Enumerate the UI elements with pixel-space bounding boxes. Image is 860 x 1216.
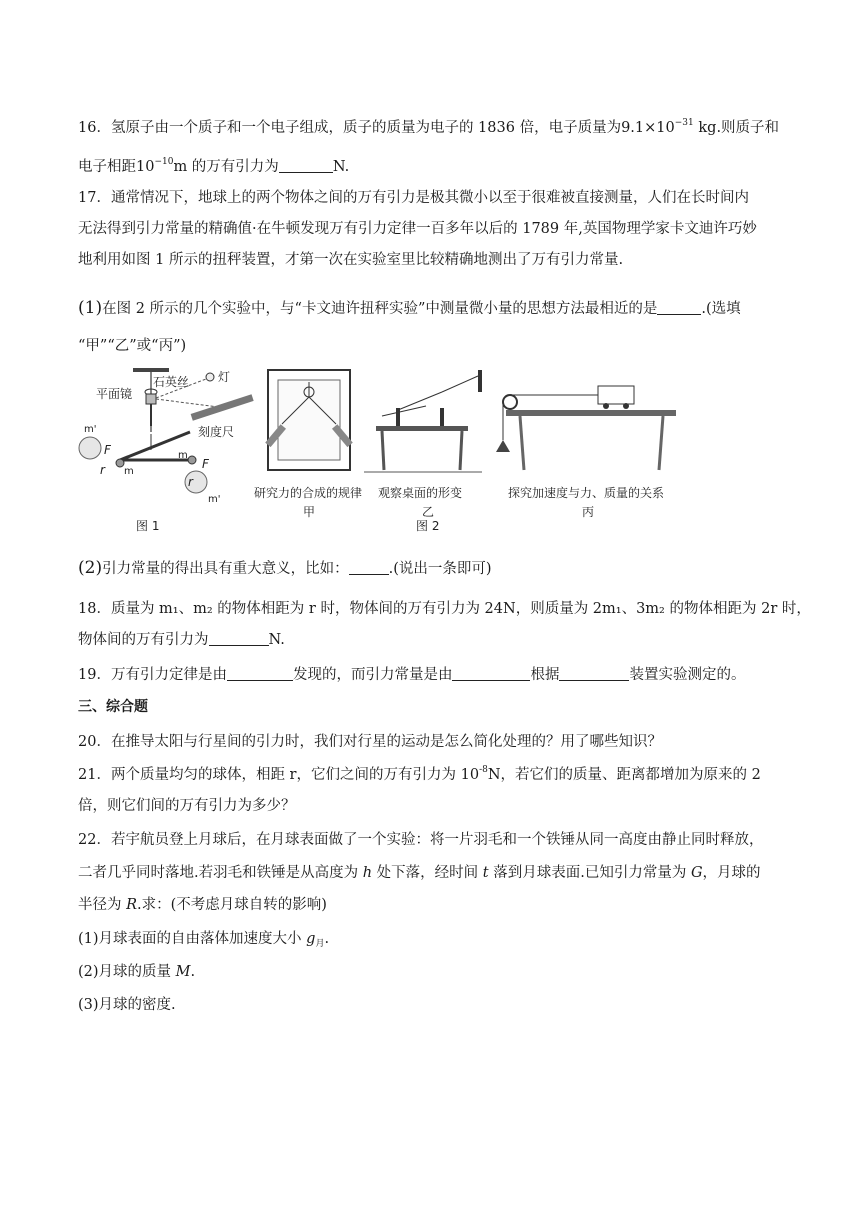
- q18-line1: 18．质量为 m₁、m₂ 的物体相距为 r 时，物体间的万有引力为 24N，则质量为 2m₁、3m₂ 的物体相距为 2r 时，: [78, 601, 811, 617]
- scale-ruler: [191, 394, 254, 420]
- label-quartz: 石英丝: [153, 375, 190, 389]
- label-F-left: F: [104, 443, 111, 457]
- q22-line3: 半径为 R.求：(不考虑月球自转的影响): [78, 897, 327, 913]
- bing-caption: 探究加速度与力、质量的关系: [508, 486, 665, 500]
- electron-mass: $9.1\times 10^{-31}$ kg: [621, 118, 717, 136]
- answer-blank[interactable]: [657, 299, 701, 315]
- label-r-right: r: [188, 475, 193, 489]
- label-m-left: m: [124, 466, 134, 477]
- q17-sub2: (2)引力常量的得出具有重大意义，比如： .(说出一条即可): [78, 558, 492, 578]
- label-m-prime-right: m': [208, 494, 221, 505]
- q17-line1: 17．通常情况下，地球上的两个物体之间的万有引力是极其微小以至于很难被直接测量，人们在长时间内: [78, 190, 749, 206]
- section-heading: 三、综合题: [78, 699, 148, 715]
- answer-blank[interactable]: [279, 157, 333, 173]
- q16-line2: 电子相距$10^{-10}m$ 的万有引力为 N.: [78, 157, 350, 175]
- figure-1-caption: 图 1: [136, 519, 160, 533]
- hanging-weight: [496, 440, 510, 452]
- q22-sub3: (3)月球的密度.: [78, 997, 176, 1013]
- distance-value: $10^{-10}m$: [136, 157, 188, 175]
- figure-1-torsion-balance: [79, 368, 254, 533]
- label-mirror: 平面镜: [96, 387, 133, 401]
- yi-tag: 乙: [422, 505, 435, 519]
- label-lamp: 灯: [218, 370, 231, 384]
- figure-2-caption: 图 2: [416, 519, 440, 533]
- figure-bing-acceleration: [496, 386, 676, 519]
- q22-line2: 二者几乎同时落地.若羽毛和铁锤是从高度为 h 处下落，经时间 t 落到月球表面.已知引力常量为 G，月球的: [78, 865, 761, 881]
- q17-sub1-options: “甲”“乙”或“丙”): [78, 338, 187, 354]
- q22-line1: 22．若宇航员登上月球后，在月球表面做了一个实验：将一片羽毛和一个铁锤从同一高度由静止同时释放，: [78, 832, 764, 848]
- answer-blank[interactable]: [209, 630, 269, 646]
- label-m-right: m: [178, 450, 188, 461]
- q16-line1: 16．氢原子由一个质子和一个电子组成，质子的质量为电子的 1836 倍，电子质量为$9.1\times 10^{-31}$ kg.则质子和: [78, 118, 780, 136]
- jia-tag: 甲: [303, 505, 316, 519]
- q21-line1: 21．两个质量均匀的球体，相距 r，它们之间的万有引力为 $10^{-8}N$，若它们的质量、距离都增加为原来的 2: [78, 765, 761, 783]
- small-sphere-right: [188, 456, 196, 464]
- figure-yi-table-deformation: [364, 370, 482, 533]
- answer-blank[interactable]: [559, 665, 629, 681]
- label-m-prime-left: m': [84, 424, 97, 435]
- mirror-icon: [146, 394, 156, 404]
- label-scale: 刻度尺: [198, 425, 235, 439]
- big-sphere-left: [79, 437, 101, 459]
- jia-caption: 研究力的合成的规律: [254, 486, 363, 500]
- q19-line: 19．万有引力定律是由 发现的，而引力常量是由 根据 装置实验测定的。: [78, 667, 746, 683]
- q17-line2: 无法得到引力常量的精确值·在牛顿发现万有引力定律一百多年以后的 1789 年,英国物理学家卡文迪许巧妙: [78, 221, 757, 237]
- lamp-icon: [206, 373, 214, 381]
- q17-sub1: (1)在图 2 所示的几个实验中，与“卡文迪许扭秤实验”中测量微小量的思想方法最相近的是 .(选填: [78, 298, 741, 318]
- q22-sub2: (2)月球的质量 M.: [78, 964, 196, 980]
- cart-icon: [598, 386, 634, 404]
- q21-line2: 倍，则它们间的万有引力为多少？: [78, 798, 296, 814]
- q22-sub1: (1)月球表面的自由落体加速度大小 $g_月$.: [78, 931, 330, 949]
- experiment-figures: [78, 362, 698, 534]
- answer-blank[interactable]: [452, 665, 530, 681]
- ceiling-mount: [133, 368, 169, 372]
- q18-line2: 物体间的万有引力为 N.: [78, 632, 285, 648]
- pulley-icon: [503, 395, 517, 409]
- yi-caption: 观察桌面的形变: [378, 486, 463, 500]
- q17-line3: 地利用如图 1 所示的扭秤装置，才第一次在实验室里比较精确地测出了万有引力常量.: [78, 252, 624, 268]
- figure-jia-force-composition: [254, 370, 362, 519]
- label-F-right: F: [202, 457, 209, 471]
- bing-tag: 丙: [582, 505, 595, 519]
- answer-blank[interactable]: [349, 559, 389, 575]
- label-r-left: r: [100, 463, 105, 477]
- q20-line: 20．在推导太阳与行星间的引力时，我们对行星的运动是怎么简化处理的？用了哪些知识？: [78, 734, 662, 750]
- small-sphere-left: [116, 459, 124, 467]
- answer-blank[interactable]: [227, 665, 293, 681]
